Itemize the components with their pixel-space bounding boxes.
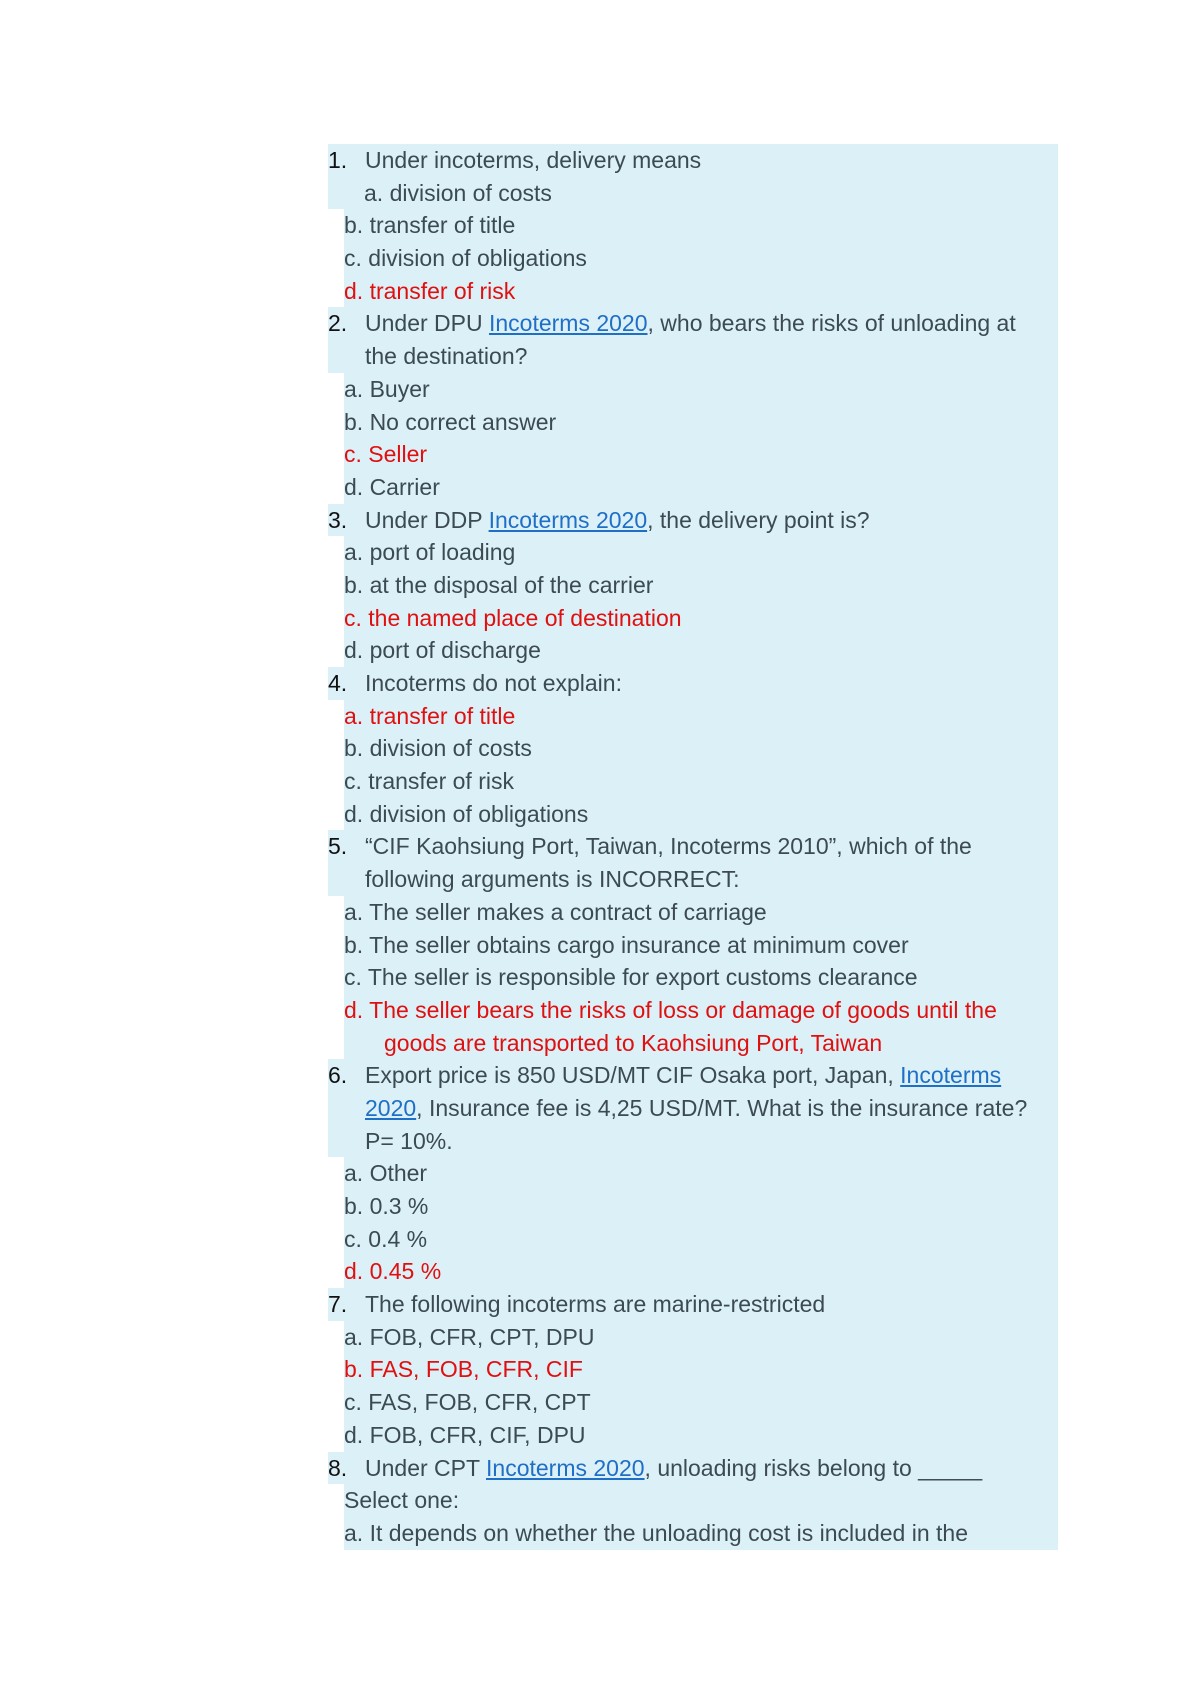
question-text-post: , Insurance fee is 4,25 USD/MT. What is the insurance rate? xyxy=(416,1094,1028,1121)
question-text: Under incoterms, delivery means xyxy=(365,147,702,173)
option-7a: a. FOB, CFR, CPT, DPU xyxy=(344,1321,1058,1354)
option-2a: a. Buyer xyxy=(344,373,1058,406)
option-1d-correct: d. transfer of risk xyxy=(344,275,1058,308)
question-number: 5. xyxy=(328,833,348,860)
question-text-post: , the delivery point is? xyxy=(647,506,870,533)
question-number: 3. xyxy=(328,506,348,533)
question-number: 2. xyxy=(328,310,348,337)
option-5c: c. The seller is responsible for export customs clearance xyxy=(344,961,1058,994)
question-number: 1. xyxy=(328,147,348,173)
question-text: “CIF Kaohsiung Port, Taiwan, Incoterms 2010”, which of the xyxy=(365,833,972,860)
option-3c-correct: c. the named place of destination xyxy=(344,602,1058,635)
question-2 xyxy=(328,307,1058,340)
option-6b: b. 0.3 % xyxy=(344,1190,1058,1223)
option-1b: b. transfer of title xyxy=(344,209,1058,242)
option-5d-correct: d. The seller bears the risks of loss or damage of goods until the xyxy=(344,994,1058,1027)
question-text-pre: Under DPU xyxy=(365,310,489,337)
question-text-post: , unloading risks belong to _____ xyxy=(644,1454,983,1481)
incoterms-link[interactable]: Incoterms 2020 xyxy=(486,1454,645,1481)
option-1c: c. division of obligations xyxy=(344,242,1058,275)
option-3b: b. at the disposal of the carrier xyxy=(344,569,1058,602)
incoterms-link[interactable]: Incoterms 2020 xyxy=(488,506,648,533)
question-number: 8. xyxy=(328,1454,348,1481)
question-8 xyxy=(328,1452,1058,1485)
option-6a: a. Other xyxy=(344,1157,1058,1190)
option-1a: a. division of costs xyxy=(328,177,1058,210)
option-5a: a. The seller makes a contract of carriage xyxy=(344,896,1058,929)
question-text-pre: Under DDP xyxy=(365,506,489,533)
select-one-label: Select one: xyxy=(344,1484,1058,1517)
incoterms-link-year[interactable]: 2020 xyxy=(365,1094,417,1121)
option-8a: a. It depends on whether the unloading cost is included in the xyxy=(344,1517,1058,1550)
question-text-pre: Export price is 850 USD/MT CIF Osaka port, Japan, xyxy=(365,1062,901,1089)
question-3 xyxy=(328,504,1058,537)
question-7 xyxy=(328,1288,1058,1321)
option-5d-continued: goods are transported to Kaohsiung Port, Taiwan xyxy=(344,1027,1058,1060)
option-6c: c. 0.4 % xyxy=(344,1223,1058,1256)
incoterms-link[interactable]: Incoterms 2020 xyxy=(488,310,648,337)
option-4c: c. transfer of risk xyxy=(344,765,1058,798)
question-1 xyxy=(328,144,1058,177)
question-text: The following incoterms are marine-restricted xyxy=(365,1291,826,1318)
question-6-continued-2: P= 10%. xyxy=(328,1125,1058,1158)
question-number: 6. xyxy=(328,1062,348,1089)
option-7d: d. FOB, CFR, CIF, DPU xyxy=(344,1419,1058,1452)
option-2b: b. No correct answer xyxy=(344,406,1058,439)
question-number: 4. xyxy=(328,670,348,696)
option-7c: c. FAS, FOB, CFR, CPT xyxy=(344,1386,1058,1419)
question-6 xyxy=(328,1059,1058,1092)
option-4b: b. division of costs xyxy=(344,732,1058,765)
question-text-pre: Under CPT xyxy=(365,1454,487,1481)
quiz-document xyxy=(328,144,1058,1550)
question-4 xyxy=(328,667,1058,700)
question-5 xyxy=(328,830,1058,863)
question-5-continued: following arguments is INCORRECT: xyxy=(328,863,1058,896)
question-text: Incoterms do not explain: xyxy=(365,670,622,696)
question-text-post: , who bears the risks of unloading at xyxy=(647,310,1016,337)
question-number: 7. xyxy=(328,1291,348,1318)
option-4a-correct: a. transfer of title xyxy=(344,700,1058,733)
option-3d: d. port of discharge xyxy=(344,634,1058,667)
option-4d: d. division of obligations xyxy=(344,798,1058,831)
option-2d: d. Carrier xyxy=(344,471,1058,504)
option-2c-correct: c. Seller xyxy=(344,438,1058,471)
option-6d-correct: d. 0.45 % xyxy=(344,1255,1058,1288)
question-2-continued: the destination? xyxy=(328,340,1058,373)
option-7b-correct: b. FAS, FOB, CFR, CIF xyxy=(344,1353,1058,1386)
option-5b: b. The seller obtains cargo insurance at minimum cover xyxy=(344,929,1058,962)
incoterms-link[interactable]: Incoterms xyxy=(900,1062,1002,1089)
question-6-continued xyxy=(328,1092,1058,1125)
option-3a: a. port of loading xyxy=(344,536,1058,569)
